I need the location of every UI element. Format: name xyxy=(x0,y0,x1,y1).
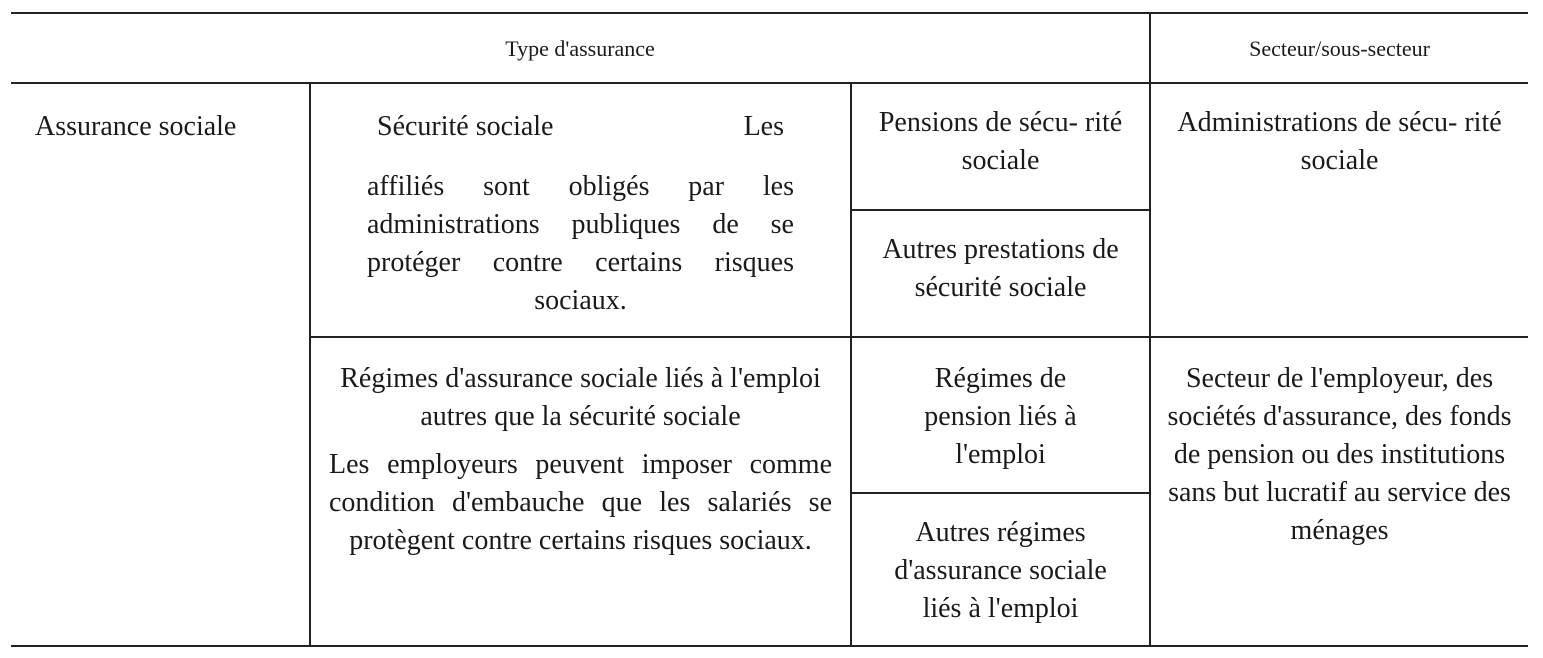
employment-title: Régimes d'assurance sociale liés à l'emploi autres que la sécurité sociale xyxy=(340,363,821,432)
social-security-type-cell xyxy=(310,83,851,337)
social-security-title-line xyxy=(327,108,834,146)
employment-sector-label: Secteur de l'employeur, des sociétés d'assurance, des fonds de pension ou des institutions sans but lucratif au service des ménages xyxy=(1167,363,1512,546)
employment-pensions-label: Régimes de pension liés à l'emploi xyxy=(924,363,1077,470)
employment-description: Les employeurs peuvent imposer comme condition d'embauche que les salariés se protègent contre certains risques sociaux. xyxy=(329,449,832,556)
employment-other-label: Autres régimes d'assurance sociale liés à l'emploi xyxy=(894,517,1107,624)
employment-other xyxy=(851,493,1150,646)
employment-sector xyxy=(1150,337,1528,646)
insurance-table xyxy=(11,12,1528,647)
social-security-other-label: Autres prestations de sécurité sociale xyxy=(882,234,1119,303)
social-security-pensions xyxy=(851,83,1150,210)
header-row xyxy=(11,13,1528,83)
social-security-sector-label: Administrations de sécu- rité sociale xyxy=(1177,107,1502,176)
category-label: Assurance sociale xyxy=(35,111,237,142)
social-security-title: Sécurité sociale xyxy=(377,111,554,142)
social-security-description: affiliés sont obligés par les administrations publiques de se protéger contre certains risques sociaux. xyxy=(367,171,794,316)
header-type: Type d'assurance xyxy=(11,13,1150,83)
employment-type-cell xyxy=(310,337,851,646)
category-cell xyxy=(11,83,310,646)
employment-pensions xyxy=(851,337,1150,493)
social-security-other xyxy=(851,210,1150,337)
social-security-sector xyxy=(1150,83,1528,337)
header-sector: Secteur/sous-secteur xyxy=(1150,13,1528,83)
social-security-title-tail: Les xyxy=(743,111,784,142)
social-security-pensions-label: Pensions de sécu- rité sociale xyxy=(878,107,1123,176)
social-security-row-a xyxy=(11,83,1528,210)
